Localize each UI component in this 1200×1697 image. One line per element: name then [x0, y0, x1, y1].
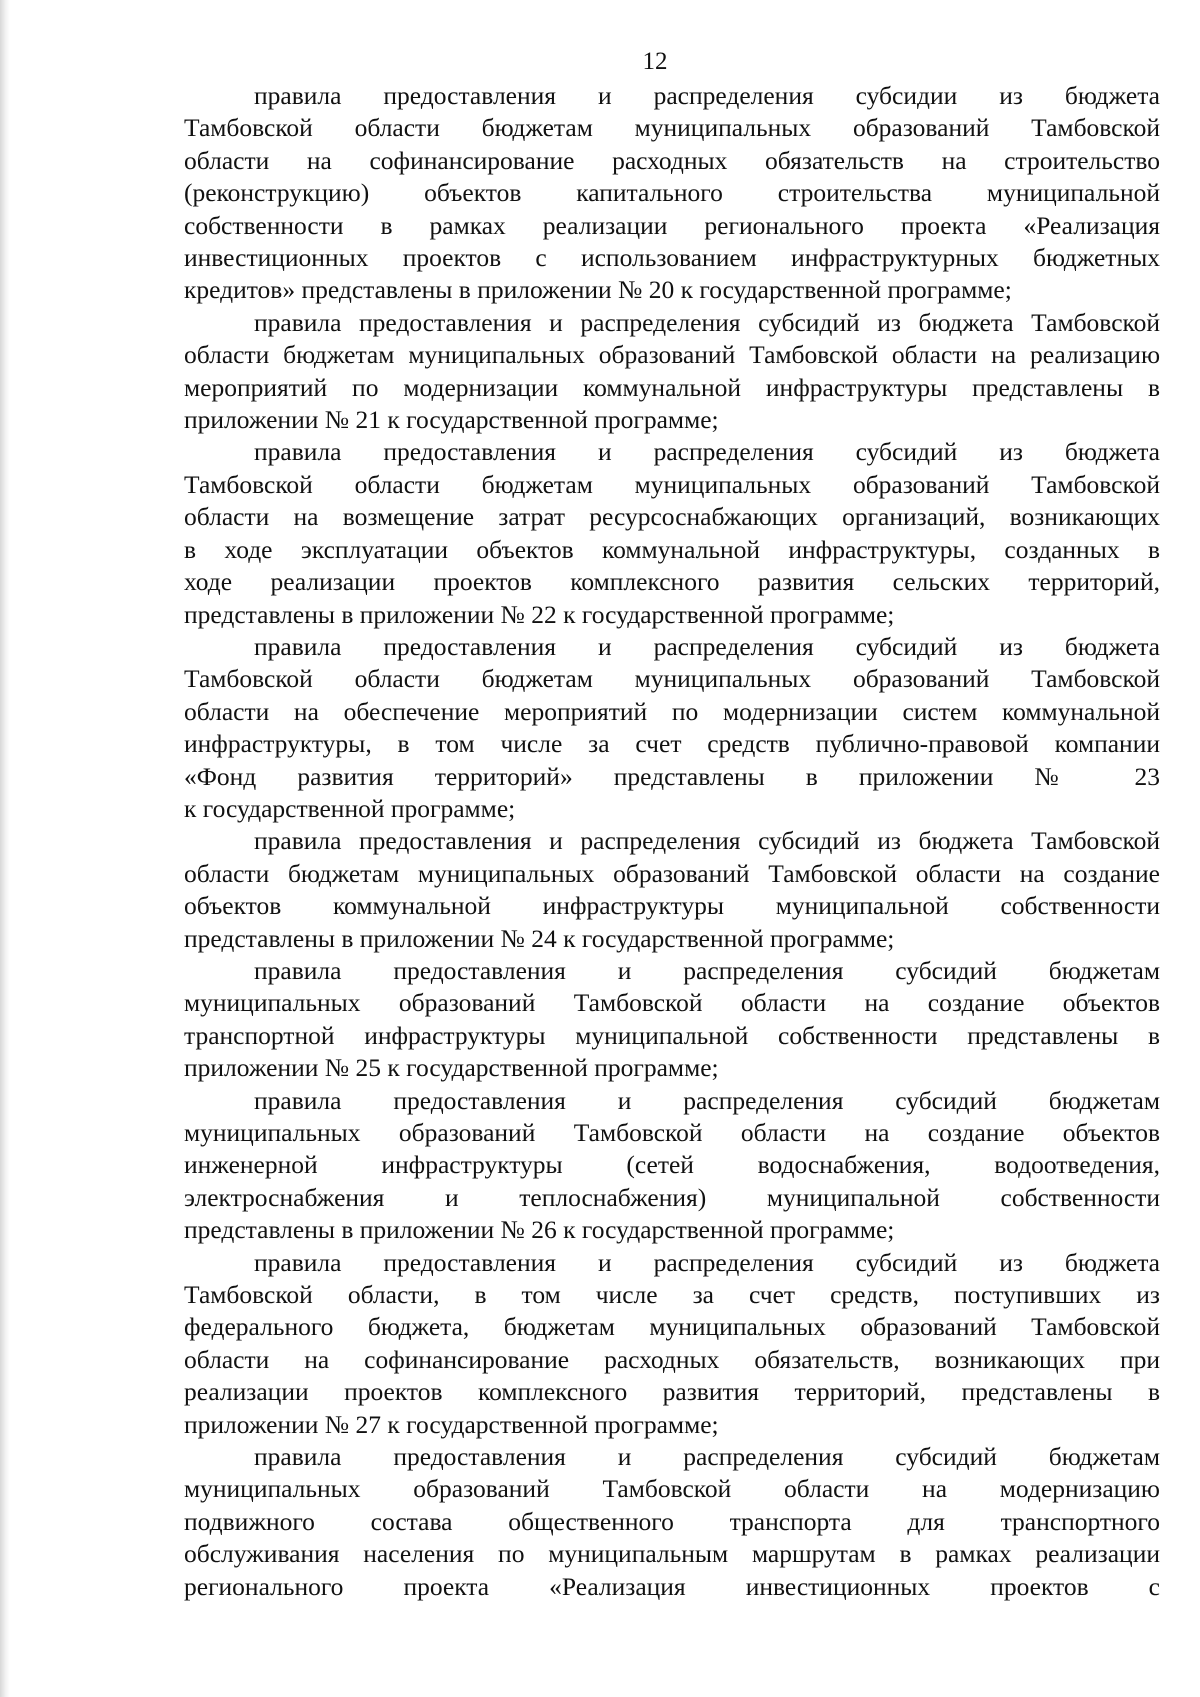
text-line: области бюджетам муниципальных образований Тамбовской области на реализацию — [184, 340, 1160, 370]
text-line: правила предоставления и распределения субсидий из бюджета Тамбовской — [254, 307, 1160, 337]
text-line: инженерной инфраструктуры (сетей водоснабжения, водоотведения, — [184, 1150, 1160, 1180]
text-line: Тамбовской области бюджетам муниципальных образований Тамбовской — [184, 469, 1160, 499]
text-line: федерального бюджета, бюджетам муниципальных образований Тамбовской — [184, 1312, 1160, 1342]
text-line: муниципальных образований Тамбовской области на создание объектов — [184, 988, 1160, 1018]
text-line: правила предоставления и распределения субсидий бюджетам — [254, 1085, 1160, 1115]
page-number: 12 — [642, 48, 668, 75]
text-line: представлены в приложении № 22 к государственной программе; — [184, 599, 895, 629]
text-line: в ходе эксплуатации объектов коммунальной инфраструктуры, созданных в — [184, 534, 1160, 564]
text-line: области бюджетам муниципальных образований Тамбовской области на создание — [184, 858, 1160, 888]
text-line: представлены в приложении № 24 к государственной программе; — [184, 923, 895, 953]
text-line: правила предоставления и распределения субсидий бюджетам — [254, 1442, 1160, 1472]
text-line: области на софинансирование расходных обязательств, возникающих при — [184, 1344, 1160, 1374]
text-line: Тамбовской области бюджетам муниципальных образований Тамбовской — [184, 113, 1160, 143]
paragraph — [184, 436, 1160, 630]
text-line: области на софинансирование расходных обязательств на строительство — [184, 145, 1160, 175]
paragraph — [184, 631, 1160, 825]
paragraph — [184, 1085, 1160, 1247]
text-line: кредитов» представлены в приложении № 20 к государственной программе; — [184, 275, 1012, 305]
paragraph — [184, 825, 1160, 955]
text-line: реализации проектов комплексного развития территорий, представлены в — [184, 1377, 1160, 1407]
paragraph — [184, 1247, 1160, 1441]
text-line: инфраструктуры, в том числе за счет средств публично-правовой компании — [184, 729, 1160, 759]
text-line: регионального проекта «Реализация инвестиционных проектов с — [184, 1571, 1160, 1601]
text-line: правила предоставления и распределения субсидий бюджетам — [254, 955, 1160, 985]
text-line: собственности в рамках реализации регионального проекта «Реализация — [184, 210, 1160, 240]
text-line: обслуживания населения по муниципальным маршрутам в рамках реализации — [184, 1539, 1160, 1569]
text-line: правила предоставления и распределения субсидий из бюджета Тамбовской — [254, 826, 1160, 856]
text-line: объектов коммунальной инфраструктуры муниципальной собственности — [184, 891, 1160, 921]
paragraph — [184, 955, 1160, 1085]
text-line: к государственной программе; — [184, 793, 516, 823]
text-line: представлены в приложении № 26 к государственной программе; — [184, 1215, 895, 1245]
paragraph — [184, 1441, 1160, 1603]
text-line: транспортной инфраструктуры муниципальной собственности представлены в — [184, 1020, 1160, 1050]
text-line: муниципальных образований Тамбовской области на создание объектов — [184, 1118, 1160, 1147]
text-line: ходе реализации проектов комплексного развития сельских территорий, — [184, 567, 1160, 597]
text-line: электроснабжения и теплоснабжения) муниципальной собственности — [184, 1182, 1160, 1212]
text-line: муниципальных образований Тамбовской области на модернизацию — [184, 1474, 1160, 1504]
text-line: подвижного состава общественного транспорта для транспортного — [184, 1506, 1160, 1536]
text-line: приложении № 27 к государственной программе; — [184, 1409, 719, 1439]
text-line: Тамбовской области бюджетам муниципальных образований Тамбовской — [184, 664, 1160, 694]
text-line: области на обеспечение мероприятий по модернизации систем коммунальной — [184, 696, 1160, 726]
text-line: области на возмещение затрат ресурсоснабжающих организаций, возникающих — [184, 502, 1160, 532]
scan-edge — [0, 0, 10, 1697]
text-line: мероприятий по модернизации коммунальной инфраструктуры представлены в — [184, 372, 1160, 402]
text-line: приложении № 21 к государственной программе; — [184, 405, 719, 435]
text-line: (реконструкцию) объектов капитального строительства муниципальной — [184, 178, 1160, 208]
paragraph — [184, 307, 1160, 437]
text-line: «Фонд развития территорий» представлены в приложении № 23 — [184, 761, 1160, 791]
text-line: правила предоставления и распределения субсидий из бюджета — [254, 437, 1160, 467]
document-body — [184, 80, 1160, 1603]
text-line: инвестиционных проектов с использованием инфраструктурных бюджетных — [184, 243, 1160, 273]
text-line: правила предоставления и распределения субсидий из бюджета — [254, 631, 1160, 661]
text-line: приложении № 25 к государственной программе; — [184, 1053, 719, 1083]
text-line: правила предоставления и распределения субсидий из бюджета — [254, 1247, 1160, 1277]
text-line: Тамбовской области, в том числе за счет средств, поступивших из — [184, 1280, 1160, 1310]
text-line: правила предоставления и распределения субсидии из бюджета — [254, 81, 1160, 110]
paragraph — [184, 80, 1160, 307]
